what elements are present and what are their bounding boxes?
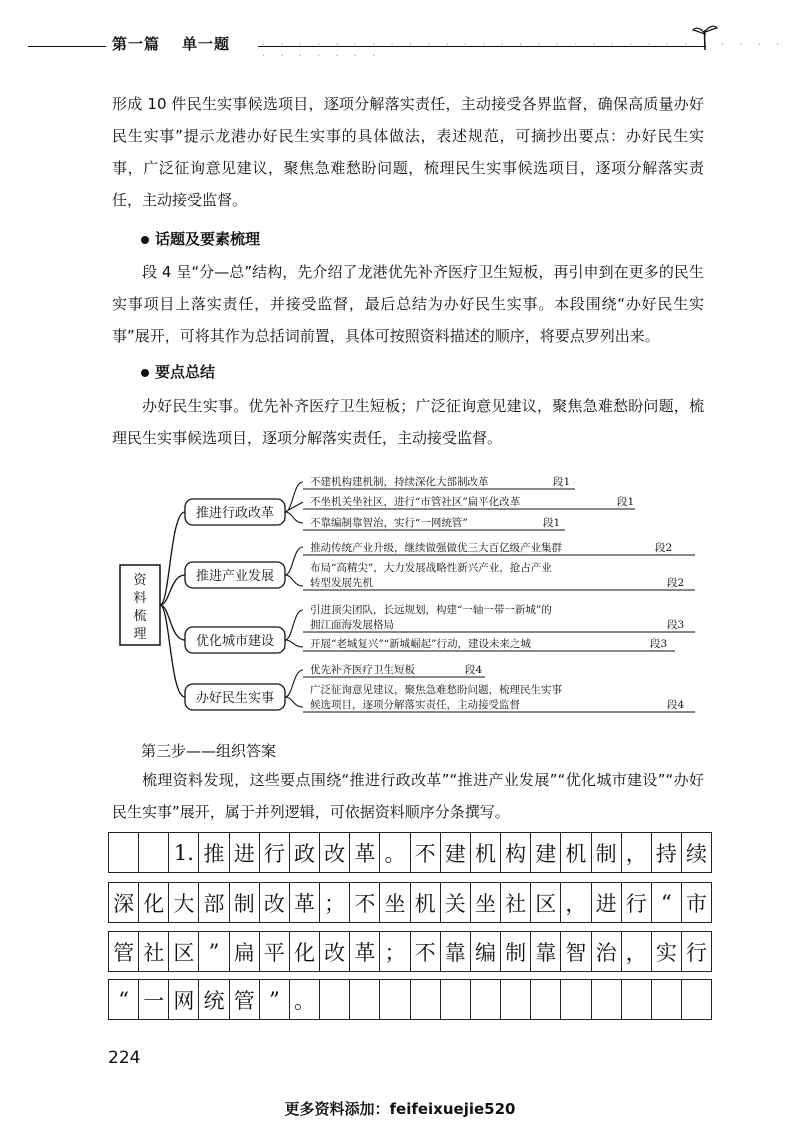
answer-grid-row-4	[108, 979, 712, 1020]
grid-cell	[138, 833, 168, 872]
branch-item: 开展“老城复兴”“新城崛起”行动，建设未来之城	[310, 638, 531, 650]
paragraph-structure: 段 4 呈“分—总”结构，先介绍了龙港优先补齐医疗卫生短板，再引申到在更多的民生实事项目上落实责任，并接受监督，最后总结为办好民生实事。本段围绕“办好民生实事”展开，可将其作为总括词前置，具体可按照资料描述的顺序，将要点罗列出来。	[112, 263, 704, 345]
grid-cell: 平	[259, 932, 289, 971]
grid-cell: 机	[470, 833, 500, 872]
grid-cell: 政	[289, 833, 319, 872]
answer-grid-row-2	[108, 882, 712, 923]
grid-cell: “	[651, 883, 681, 922]
grid-cell: 智	[560, 932, 590, 971]
grid-cell: 进	[591, 883, 621, 922]
grid-cell: 大	[168, 883, 198, 922]
grid-cell: 实	[651, 932, 681, 971]
bullet-dot-icon	[141, 369, 149, 377]
grid-cell: 革	[349, 833, 379, 872]
grid-cell: 机	[410, 883, 440, 922]
grid-cell: 关	[440, 883, 470, 922]
grid-cell: 区	[168, 932, 198, 971]
grid-cell: ，	[621, 833, 651, 872]
grid-cell: 改	[259, 883, 289, 922]
grid-cell: 部	[198, 883, 228, 922]
grid-cell: 扁	[229, 932, 259, 971]
grid-cell: 行	[621, 883, 651, 922]
branch-item: 候选项目，逐项分解落实责任，主动接受监督	[310, 699, 520, 711]
branch-item-tag: 段4	[465, 664, 483, 676]
page-number: 224	[108, 1048, 141, 1068]
branch-item: 广泛征询意见建议，聚焦急难愁盼问题，梳理民生实事	[310, 684, 562, 696]
tree-root-char: 料	[133, 591, 147, 606]
grid-cell: 网	[168, 980, 198, 1019]
branch-label: 推进行政改革	[195, 506, 275, 521]
grid-cell: 治	[591, 932, 621, 971]
branch-label: 办好民生实事	[195, 691, 275, 706]
grid-cell: 。	[289, 980, 319, 1019]
grid-cell: 深	[108, 883, 138, 922]
grid-cell: 不	[410, 833, 440, 872]
grid-cell: 坐	[379, 883, 409, 922]
grid-cell: 革	[289, 883, 319, 922]
header-part: 第一篇	[112, 35, 161, 53]
grid-cell: 靠	[530, 932, 560, 971]
branch-item: 不靠编制靠智治，实行“一网统管”	[310, 517, 468, 529]
header-dots: · · · · · · · · · · · · · · · · · · · · · · · · · · · · · · · · · · · ·	[262, 40, 786, 62]
branch-item-tag: 段2	[667, 577, 685, 589]
tree-root-char: 理	[133, 627, 147, 642]
grid-cell: 坐	[470, 883, 500, 922]
grid-cell: 制	[500, 932, 530, 971]
grid-cell: 制	[591, 833, 621, 872]
grid-cell: 不	[410, 932, 440, 971]
grid-cell: 社	[500, 883, 530, 922]
grid-cell: 化	[289, 932, 319, 971]
grid-cell	[681, 980, 712, 1019]
bullet-dot-icon	[141, 236, 149, 244]
grid-cell: 不	[349, 883, 379, 922]
grid-cell: 建	[440, 833, 470, 872]
grid-cell: 构	[500, 833, 530, 872]
grid-cell: ，	[560, 883, 590, 922]
grid-cell: 推	[198, 833, 228, 872]
grid-cell: 建	[530, 833, 560, 872]
grid-cell	[560, 980, 590, 1019]
branch-item-tag: 段4	[667, 699, 685, 711]
grid-cell	[349, 980, 379, 1019]
branch-item-tag: 段3	[650, 638, 668, 650]
grid-cell: ；	[379, 932, 409, 971]
branch-item-tag: 段1	[553, 476, 571, 488]
grid-cell: 。	[379, 833, 409, 872]
branch-item: 不建机构建机制，持续深化大部制改革	[310, 476, 489, 488]
grid-cell	[621, 980, 651, 1019]
branch-label: 优化城市建设	[195, 634, 275, 649]
branch-item: 引进顶尖团队，长远规划，构建“一轴一带一新城”的	[310, 604, 552, 616]
tree-root-char: 资	[133, 573, 147, 588]
grid-cell: 市	[681, 883, 712, 922]
grid-cell: 改	[319, 932, 349, 971]
grid-cell	[591, 980, 621, 1019]
grid-cell: 改	[319, 833, 349, 872]
grid-cell: 管	[108, 932, 138, 971]
branch-item-tag: 段3	[667, 619, 685, 631]
grid-cell	[319, 980, 349, 1019]
grid-cell: “	[108, 980, 138, 1019]
grid-cell: 管	[229, 980, 259, 1019]
branch-item: 不坐机关坐社区，进行“市管社区”扁平化改革	[310, 496, 521, 508]
bullet-topic-heading: 话题及要素梳理	[141, 228, 260, 249]
answer-grid-row-1	[108, 832, 712, 873]
grid-cell: ；	[319, 883, 349, 922]
paragraph-intro: 形成 10 件民生实事候选项目，逐项分解落实责任，主动接受各界监督，确保高质量办好民生实事”提示龙港办好民生实事的具体做法，表述规范，可摘抄出要点：办好民生实事，广泛征询意见建议，聚焦急难愁盼问题，梳理民生实事候选项目，逐项分解落实责任，主动接受监督。	[112, 95, 704, 209]
footer-note: 更多资料添加：feifeixuejie520	[284, 1100, 516, 1118]
branch-item: 转型发展先机	[310, 577, 373, 589]
grid-cell: ”	[259, 980, 289, 1019]
grid-cell	[440, 980, 470, 1019]
grid-cell: 行	[259, 833, 289, 872]
grid-cell	[379, 980, 409, 1019]
grid-cell: 化	[138, 883, 168, 922]
header-title: 单一题	[182, 35, 231, 53]
paragraph-answer-intro: 梳理资料发现，这些要点围绕“推进行政改革”“推进产业发展”“优化城市建设”“办好民生实事”展开，属于并列逻辑，可依据资料顺序分条撰写。	[112, 771, 704, 821]
grid-cell: 一	[138, 980, 168, 1019]
grid-cell	[500, 980, 530, 1019]
grid-cell: 续	[681, 833, 712, 872]
grid-cell: ”	[198, 932, 228, 971]
grid-cell: 制	[229, 883, 259, 922]
step3-heading: 第三步——组织答案	[141, 742, 277, 760]
grid-cell: 靠	[440, 932, 470, 971]
grid-cell	[530, 980, 560, 1019]
grid-cell: 区	[530, 883, 560, 922]
branch-item: 推动传统产业升级，继续做强做优三大百亿级产业集群	[310, 542, 562, 554]
grid-cell: 机	[560, 833, 590, 872]
grid-cell: 1.	[168, 833, 198, 872]
paragraph-summary: 办好民生实事。优先补齐医疗卫生短板；广泛征询意见建议，聚焦急难愁盼问题，梳理民生实事候选项目，逐项分解落实责任，主动接受监督。	[112, 397, 704, 447]
grid-cell	[108, 833, 138, 872]
material-tree-diagram	[105, 465, 710, 720]
branch-label: 推进产业发展	[195, 569, 275, 584]
grid-cell	[651, 980, 681, 1019]
branch-item: 优先补齐医疗卫生短板	[310, 664, 415, 676]
branch-item-tag: 段2	[655, 542, 673, 554]
branch-item: 布局“高精尖”，大力发展战略性新兴产业，抢占产业	[310, 562, 552, 574]
tree-root-char: 梳	[133, 609, 147, 624]
grid-cell	[410, 980, 440, 1019]
grid-cell: ，	[621, 932, 651, 971]
sprout-icon	[690, 22, 720, 52]
bullet-summary-heading: 要点总结	[141, 361, 215, 382]
answer-grid-row-3	[108, 931, 712, 972]
branch-item-tag: 段1	[543, 517, 561, 529]
grid-cell: 进	[229, 833, 259, 872]
grid-cell: 统	[198, 980, 228, 1019]
branch-item-tag: 段1	[617, 496, 635, 508]
grid-cell	[470, 980, 500, 1019]
grid-cell: 持	[651, 833, 681, 872]
running-header	[106, 33, 258, 54]
grid-cell: 社	[138, 932, 168, 971]
grid-cell: 行	[681, 932, 712, 971]
grid-cell: 革	[349, 932, 379, 971]
branch-item: 拥江面海发展格局	[310, 619, 394, 631]
grid-cell: 编	[470, 932, 500, 971]
